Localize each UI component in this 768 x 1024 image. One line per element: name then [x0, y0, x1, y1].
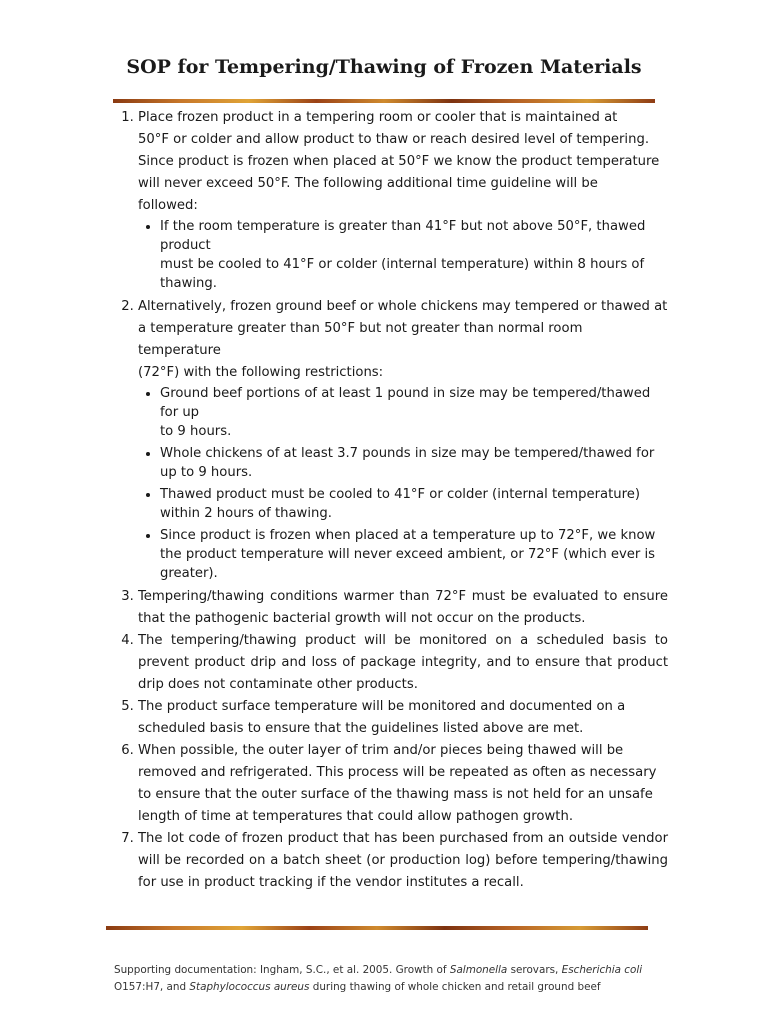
bullet-line: • Ground beef portions of at least 1 pound in size may be tempered/thawed for up: [160, 386, 651, 420]
list-item: [138, 296, 668, 583]
list-item: 7. The lot code of frozen product that has been purchased from an outside vendor will be recorded on a batch sheet (or production log) before tempering/thawing for use in product tracking if the vendor institutes a recall.: [138, 828, 668, 894]
bullet-line: • If the room temperature is greater than 41°F but not above 50°F, thawed product: [160, 219, 646, 253]
sub-bullets: [138, 217, 668, 293]
footnote-text: O157:H7, and: [114, 981, 190, 993]
footnote-organism: Salmonella: [449, 964, 508, 976]
sub-bullets: [138, 384, 668, 583]
step-line: will never exceed 50°F. The following additional time guideline will be: [138, 176, 598, 191]
step-line: 50°F or colder and allow product to thaw or reach desired level of tempering.: [138, 132, 650, 147]
bullet-line: to 9 hours.: [160, 424, 232, 439]
list-item: 3. Tempering/thawing conditions warmer than 72°F must be evaluated to ensure that the pathogenic bacterial growth will not occur on the products.: [138, 586, 668, 630]
top-divider: [113, 99, 655, 103]
footnote-organism: Escherichia coli: [561, 964, 643, 976]
bullet-item: [160, 384, 668, 441]
bullet-line: must be cooled to 41°F or colder (internal temperature) within 8 hours of thawing.: [160, 257, 645, 291]
footnote-organism: Staphylococcus aureus: [189, 981, 310, 993]
bullet-item: • Since product is frozen when placed at a temperature up to 72°F, we know the product temperature will never exceed ambient, or 72°F (which ever is greater).: [160, 526, 668, 583]
step-line: 1. Place frozen product in a tempering room or cooler that is maintained at: [138, 110, 618, 125]
footnote: [114, 962, 674, 996]
bullet-item: • Thawed product must be cooled to 41°F or colder (internal temperature) within 2 hours of thawing.: [160, 485, 668, 523]
step-line: 2. Alternatively, frozen ground beef or whole chickens may tempered or thawed at: [138, 299, 668, 314]
list-item: 6. When possible, the outer layer of trim and/or pieces being thawed will be removed and refrigerated. This process will be repeated as often as necessary to ensure that the outer surface of the thawing mass is not held for an unsafe length of time at temperatures that could allow pathogen growth.: [138, 740, 668, 828]
footnote-text: serovars,: [507, 964, 562, 976]
list-item: 4. The tempering/thawing product will be monitored on a scheduled basis to prevent product drip and loss of package integrity, and to ensure that product drip does not contaminate other products.: [138, 630, 668, 696]
bottom-divider: [106, 926, 648, 930]
page-title: SOP for Tempering/Thawing of Frozen Materials: [126, 56, 642, 78]
step-line: followed:: [138, 198, 198, 213]
footnote-text: Supporting documentation: Ingham, S.C., et al. 2005. Growth of: [114, 964, 450, 976]
bullet-item: [160, 217, 668, 293]
footnote-text: during thawing of whole chicken and retail ground beef: [309, 981, 601, 993]
step-line: Since product is frozen when placed at 50°F we know the product temperature: [138, 154, 660, 169]
sop-steps-list: [112, 107, 668, 894]
step-line: a temperature greater than 50°F but not greater than normal room temperature: [138, 321, 583, 358]
step-line: (72°F) with the following restrictions:: [138, 365, 384, 380]
list-item: [138, 107, 668, 293]
sop-body: [112, 107, 668, 894]
bullet-item: • Whole chickens of at least 3.7 pounds in size may be tempered/thawed for up to 9 hours.: [160, 444, 668, 482]
list-item: 5. The product surface temperature will be monitored and documented on a scheduled basis to ensure that the guidelines listed above are met.: [138, 696, 668, 740]
